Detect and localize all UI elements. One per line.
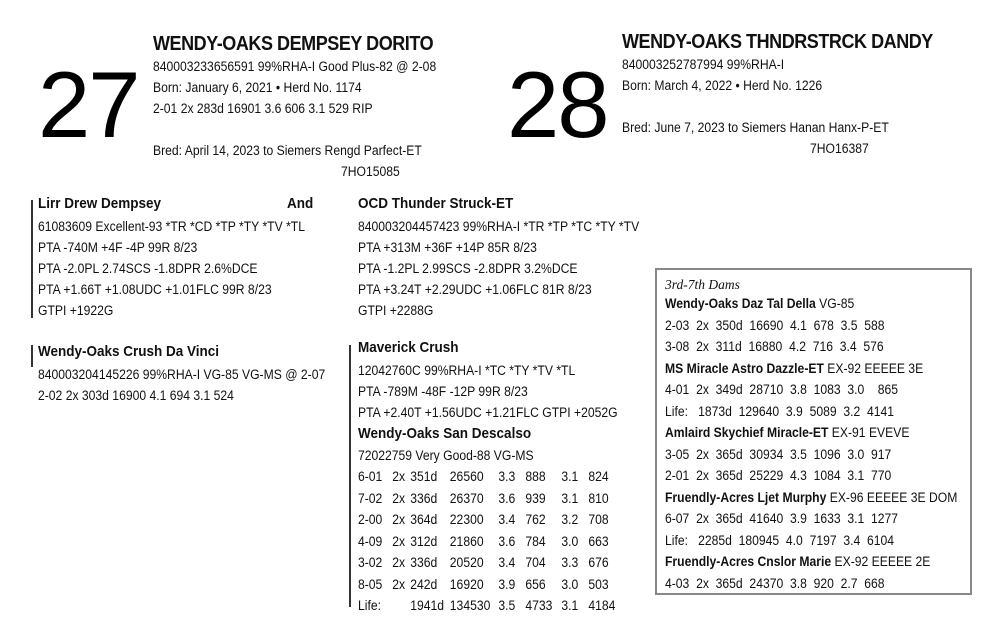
dam-record-cell: 2x [392,533,406,549]
lot-28-sire-line: PTA -1.2PL 2.99SCS -2.8DPR 3.2%DCE [358,261,578,276]
lot-28-sire-line: PTA +3.24T +2.29UDC +1.06FLC 81R 8/23 [358,282,592,297]
dam-entry-line: Life: 2285d 180945 4.0 7197 3.4 6104 [665,532,895,548]
dam-record-cell: 134530 [449,598,491,613]
lot-27-name: WENDY-OAKS DEMPSEY DORITO [153,33,434,55]
dam-record-cell: 312d [410,533,438,549]
lot-27-sire-line: PTA -2.0PL 2.74SCS -1.8DPR 2.6%DCE [38,261,258,276]
dam-entry-class: EX-92 EEEEE 3E [823,360,924,376]
dam-record-cell: 3.3 [498,469,516,484]
dam-record-cell: 3.2 [561,512,579,527]
dam-entry-header [665,358,923,380]
dam-record-cell: 784 [525,533,546,549]
dam-entry-line: 4-01 2x 349d 28710 3.8 1083 3.0 865 [665,382,899,397]
dam-record-cell: 3.0 [561,533,579,549]
dam-entry-header [665,487,957,509]
dam-record-cell: 20520 [449,555,484,570]
dam-record-cell: 16920 [449,576,484,592]
lot-28-bred-code: 7HO16387 [810,141,869,156]
lot-27-dam-name: Wendy-Oaks Crush Da Vinci [38,343,220,360]
lot-27-sire-line: PTA -740M +4F -4P 99R 8/23 [38,240,198,255]
dam-record-cell: Life: [358,598,381,613]
pedigree-bracket-27-dam [31,345,33,367]
dam-record-cell: 242d [410,576,438,592]
dam-record-cell: 3.3 [561,555,579,570]
dam-entry-line: 4-03 2x 365d 24370 3.8 920 2.7 668 [665,575,885,591]
dam-entry-header [665,551,930,573]
dam-entry-class: VG-85 [815,296,855,311]
dam-record-cell: 3-02 [358,555,383,570]
dam-record-cell: 26560 [449,469,484,484]
dam-record-cell: 351d [410,469,438,484]
dam-record-cell: 364d [410,512,438,527]
dam-record-cell: 762 [525,512,546,527]
dam-entry-line: 3-05 2x 365d 30934 3.5 1096 3.0 917 [665,446,892,462]
lot-28-mgs-line: PTA -789M -48F -12P 99R 8/23 [358,384,528,399]
lot-28-sire-line: GTPI +2288G [358,303,434,318]
lot-27-and-label: And [287,195,314,212]
dam-entry-class: EX-91 EVEVE [828,425,910,440]
lot-28-dam-name: Wendy-Oaks San Descalso [358,425,532,442]
dam-entry-class: EX-92 EEEEE 2E [831,554,931,569]
pedigree-bracket-27-sire [31,200,33,318]
dam-record-cell: 7-02 [358,490,383,506]
lot-28-mgs-line: 12042760C 99%RHA-I *TC *TY *TV *TL [358,363,576,378]
dam-record-cell: 3.6 [498,533,516,549]
lot-28-mgs-name: Maverick Crush [358,339,459,356]
dam-entry-line: 6-07 2x 365d 41640 3.9 1633 3.1 1277 [665,511,899,526]
dam-entry-line: 2-01 2x 365d 25229 4.3 1084 3.1 770 [665,468,892,483]
dam-record-cell: 708 [588,512,609,527]
lot-27-sire-line: 61083609 Excellent-93 *TR *CD *TP *TY *TV *TL [38,219,305,234]
dam-record-cell: 3.0 [561,576,579,592]
pedigree-bracket-28-dam [349,345,351,607]
dam-record-cell: 3.9 [498,576,516,592]
dam-record-cell: 939 [525,490,546,506]
dam-record-cell: 2x [392,512,406,527]
dam-entry-name: Fruendly-Acres Cnslor Marie [665,554,832,569]
lot-27-bred: Bred: April 14, 2023 to Siemers Rengd Parfect-ET [153,143,422,158]
dam-record-cell: 22300 [449,512,484,527]
lot-28-dam-class: 72022759 Very Good-88 VG-MS [358,448,534,463]
dam-record-cell: 2x [392,555,406,570]
dam-record-cell: 888 [525,469,546,484]
dam-record-cell: 3.1 [561,469,579,484]
lot-28-born: Born: March 4, 2022 • Herd No. 1226 [622,78,823,93]
dam-entry-header [665,422,909,444]
dam-record-cell: 1941d [410,598,444,613]
lot-27-number: 27 [38,52,139,157]
dam-record-cell: 3.4 [498,512,516,527]
dam-record-cell: 3.1 [561,598,579,613]
dam-record-cell: 26370 [449,490,484,506]
dam-entry-name: Fruendly-Acres Ljet Murphy [665,489,827,505]
lot-28-sire-line: PTA +313M +36F +14P 85R 8/23 [358,240,537,255]
dam-record-cell: 663 [588,533,609,549]
lot-27-dam-line: 2-02 2x 303d 16900 4.1 694 3.1 524 [38,388,234,403]
lot-28-sire-line: 840003204457423 99%RHA-I *TR *TP *TC *TY *TV [358,219,640,234]
dam-record-cell: 3.4 [498,555,516,570]
dam-entry-name: Amlaird Skychief Miracle-ET [665,425,829,440]
dam-record-cell: 336d [410,555,438,570]
dam-record-cell: 676 [588,555,609,570]
dam-entry-line: 2-03 2x 350d 16690 4.1 678 3.5 588 [665,317,885,333]
dam-record-cell: 2x [392,576,406,592]
lot-28-mgs-line: PTA +2.40T +1.56UDC +1.21FLC GTPI +2052G [358,405,618,420]
dams-box-heading: 3rd-7th Dams [665,277,740,292]
dam-record-cell: 2-00 [358,512,383,527]
dam-entry-line: Life: 1873d 129640 3.9 5089 3.2 4141 [665,403,895,419]
dam-record-cell: 8-05 [358,576,383,592]
lot-28-sire-name: OCD Thunder Struck-ET [358,195,514,212]
dam-record-cell: 2x [392,490,406,506]
dam-entry-header [665,293,854,315]
lot-28-id-line: 840003252787994 99%RHA-I [622,57,785,72]
dam-record-cell: 3.5 [498,598,516,613]
dam-record-cell: 3.1 [561,490,579,506]
dam-record-cell: 21860 [449,533,484,549]
dam-record-cell: 4184 [588,598,616,613]
dam-record-cell: 503 [588,576,609,592]
dam-record-cell: 336d [410,490,438,506]
dam-record-cell: 824 [588,469,609,484]
dam-record-cell: 2x [392,469,406,484]
dam-entry-name: MS Miracle Astro Dazzle-ET [665,360,824,376]
dam-entry-class: EX-96 EEEEE 3E DOM [826,489,958,505]
dam-record-cell: 810 [588,490,609,506]
lot-27-id-line: 840003233656591 99%RHA-I Good Plus-82 @ 2-08 [153,59,437,74]
lot-27-bred-code: 7HO15085 [341,164,400,179]
lot-28-number: 28 [507,52,608,157]
dam-record-cell: 704 [525,555,546,570]
lot-28-name: WENDY-OAKS THNDRSTRCK DANDY [622,31,933,53]
dam-record-cell: 6-01 [358,469,383,484]
dam-entry-line: 3-08 2x 311d 16880 4.2 716 3.4 576 [665,339,884,354]
lot-27-sire-name: Lirr Drew Dempsey [38,195,162,212]
dam-record-cell: 3.6 [498,490,516,506]
lot-27-sire-line: PTA +1.66T +1.08UDC +1.01FLC 99R 8/23 [38,282,272,297]
lot-28-bred: Bred: June 7, 2023 to Siemers Hanan Hanx-P-ET [622,120,889,135]
lot-27-record: 2-01 2x 283d 16901 3.6 606 3.1 529 RIP [153,101,373,116]
dam-record-cell: 4733 [525,598,553,613]
dam-record-cell: 656 [525,576,546,592]
lot-27-born: Born: January 6, 2021 • Herd No. 1174 [153,80,362,95]
lot-27-dam-line: 840003204145226 99%RHA-I VG-85 VG-MS @ 2-07 [38,367,326,382]
dam-entry-name: Wendy-Oaks Daz Tal Della [665,296,816,311]
lot-27-sire-line: GTPI +1922G [38,303,114,318]
dam-record-cell: 4-09 [358,533,383,549]
